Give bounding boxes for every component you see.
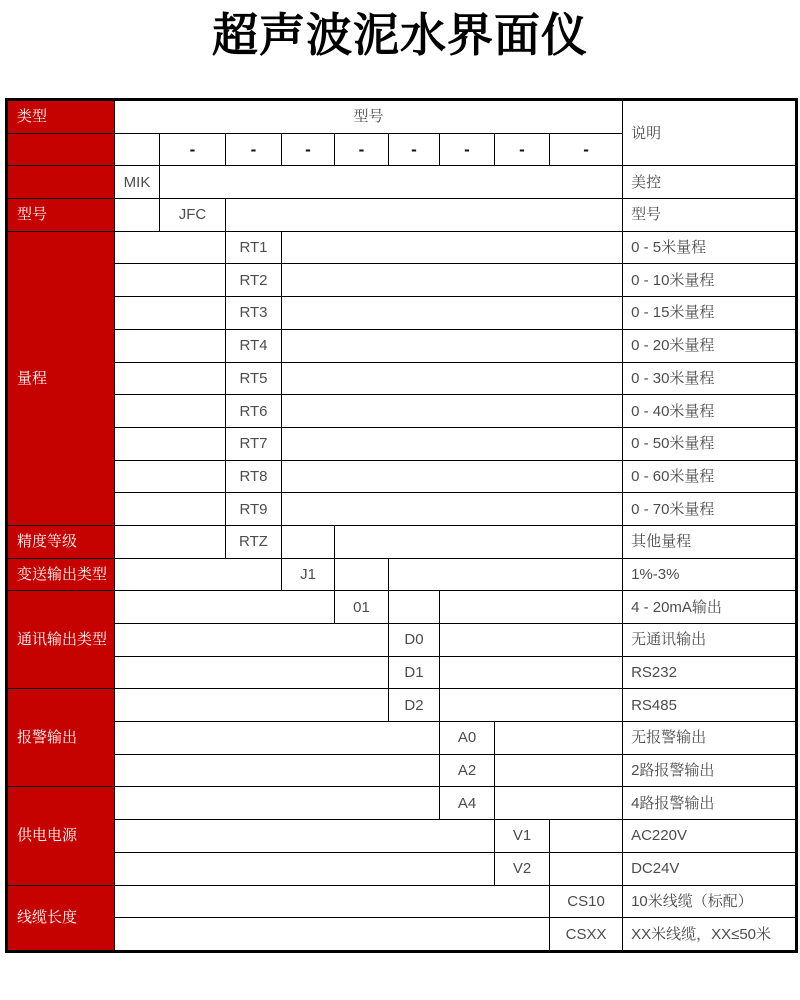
table-row [7, 264, 797, 297]
desc-cell: RS232 [623, 656, 797, 689]
code-cell-a2: A2 [440, 754, 495, 787]
empty-cell [115, 591, 335, 624]
empty-cell [282, 427, 623, 460]
empty-cell [335, 525, 623, 558]
empty-cell [115, 918, 550, 952]
empty-cell [115, 525, 226, 558]
desc-cell: 0 - 70米量程 [623, 493, 797, 526]
dash-separator: - [440, 133, 495, 166]
desc-cell: 无通讯输出 [623, 624, 797, 657]
desc-cell: 美控 [623, 166, 797, 199]
desc-cell: 0 - 60米量程 [623, 460, 797, 493]
table-row [7, 100, 797, 134]
empty-cell [115, 231, 226, 264]
table-row [7, 624, 797, 657]
dash-separator: - [550, 133, 623, 166]
model-selection-table [5, 98, 798, 953]
empty-cell [440, 591, 623, 624]
table-row [7, 558, 797, 591]
empty-cell [115, 885, 550, 918]
empty-cell [282, 395, 623, 428]
empty-cell [160, 166, 623, 199]
side-label-spacer [7, 166, 115, 199]
desc-cell: 10米线缆（标配） [623, 885, 797, 918]
empty-cell [115, 199, 160, 232]
desc-cell: 无报警输出 [623, 722, 797, 755]
empty-cell [440, 656, 623, 689]
dash-separator: - [495, 133, 550, 166]
desc-cell: RS485 [623, 689, 797, 722]
table-row [7, 754, 797, 787]
dash-separator: - [335, 133, 389, 166]
empty-cell [115, 558, 282, 591]
side-label-range: 量程 [7, 231, 115, 525]
side-label-model: 型号 [7, 199, 115, 232]
code-cell-rt3: RT3 [226, 297, 282, 330]
code-cell-a0: A0 [440, 722, 495, 755]
side-label-power-supply: 供电电源 [7, 787, 115, 885]
code-cell-d2: D2 [389, 689, 440, 722]
code-cell-rt4: RT4 [226, 329, 282, 362]
empty-cell [495, 722, 623, 755]
empty-cell [115, 820, 495, 853]
desc-cell: 0 - 5米量程 [623, 231, 797, 264]
empty-cell [115, 656, 389, 689]
code-cell-rt7: RT7 [226, 427, 282, 460]
desc-cell: 0 - 30米量程 [623, 362, 797, 395]
dash-separator: - [160, 133, 226, 166]
code-cell-v1: V1 [495, 820, 550, 853]
code-cell-csxx: CSXX [550, 918, 623, 952]
empty-cell [115, 787, 440, 820]
empty-cell [282, 231, 623, 264]
desc-cell: 0 - 50米量程 [623, 427, 797, 460]
side-label-type: 类型 [7, 100, 115, 134]
table-row [7, 395, 797, 428]
code-cell-rt5: RT5 [226, 362, 282, 395]
code-cell-v2: V2 [495, 852, 550, 885]
table-row [7, 199, 797, 232]
empty-cell [282, 460, 623, 493]
empty-cell [440, 624, 623, 657]
table-row [7, 329, 797, 362]
code-cell-d1: D1 [389, 656, 440, 689]
description-header: 说明 [623, 100, 797, 166]
empty-cell [495, 787, 623, 820]
table-row [7, 885, 797, 918]
desc-cell: 0 - 15米量程 [623, 297, 797, 330]
page-title: 超声波泥水界面仪 [212, 9, 588, 61]
empty-cell [115, 133, 160, 166]
table-row [7, 918, 797, 952]
empty-cell [440, 689, 623, 722]
desc-cell: AC220V [623, 820, 797, 853]
empty-cell [495, 754, 623, 787]
empty-cell [335, 558, 389, 591]
code-cell-rt6: RT6 [226, 395, 282, 428]
empty-cell [115, 460, 226, 493]
empty-cell [282, 264, 623, 297]
desc-cell: 1%-3% [623, 558, 797, 591]
code-cell-rt2: RT2 [226, 264, 282, 297]
empty-cell [115, 754, 440, 787]
empty-cell [226, 199, 623, 232]
empty-cell [115, 722, 440, 755]
code-cell-mik: MIK [115, 166, 160, 199]
table-row [7, 787, 797, 820]
empty-cell [115, 395, 226, 428]
table-row [7, 231, 797, 264]
desc-cell: 4路报警输出 [623, 787, 797, 820]
side-label-comm-output-type: 通讯输出类型 [7, 591, 115, 689]
empty-cell [550, 852, 623, 885]
empty-cell [282, 297, 623, 330]
empty-cell [282, 362, 623, 395]
empty-cell [115, 852, 495, 885]
table-row [7, 656, 797, 689]
code-cell-a4: A4 [440, 787, 495, 820]
code-cell-rtz: RTZ [226, 525, 282, 558]
code-cell-rt9: RT9 [226, 493, 282, 526]
table-row [7, 460, 797, 493]
table-row [7, 166, 797, 199]
empty-cell [115, 264, 226, 297]
desc-cell: 型号 [623, 199, 797, 232]
empty-cell [389, 558, 623, 591]
side-label-cable-length: 线缆长度 [7, 885, 115, 951]
code-cell-rt8: RT8 [226, 460, 282, 493]
table-row [7, 427, 797, 460]
table-row [7, 689, 797, 722]
desc-cell: 0 - 40米量程 [623, 395, 797, 428]
model-header: 型号 [115, 100, 623, 134]
table-row [7, 362, 797, 395]
desc-cell: 0 - 10米量程 [623, 264, 797, 297]
empty-cell [282, 329, 623, 362]
empty-cell [282, 493, 623, 526]
empty-cell [389, 591, 440, 624]
table-row [7, 852, 797, 885]
empty-cell [115, 624, 389, 657]
table-row [7, 820, 797, 853]
code-cell-01: 01 [335, 591, 389, 624]
code-cell-cs10: CS10 [550, 885, 623, 918]
side-label-accuracy-class: 精度等级 [7, 525, 115, 558]
empty-cell [282, 525, 335, 558]
desc-cell: 其他量程 [623, 525, 797, 558]
desc-cell: XX米线缆，XX≤50米 [623, 918, 797, 952]
empty-cell [115, 427, 226, 460]
side-label-spacer [7, 133, 115, 166]
desc-cell: DC24V [623, 852, 797, 885]
table-row [7, 591, 797, 624]
code-cell-j1: J1 [282, 558, 335, 591]
empty-cell [115, 493, 226, 526]
empty-cell [550, 820, 623, 853]
table-row [7, 297, 797, 330]
desc-cell: 2路报警输出 [623, 754, 797, 787]
dash-separator: - [389, 133, 440, 166]
desc-cell: 0 - 20米量程 [623, 329, 797, 362]
dash-separator: - [282, 133, 335, 166]
side-label-alarm-output: 报警输出 [7, 689, 115, 787]
empty-cell [115, 362, 226, 395]
table-row [7, 722, 797, 755]
empty-cell [115, 329, 226, 362]
table-row [7, 493, 797, 526]
code-cell-jfc: JFC [160, 199, 226, 232]
empty-cell [115, 689, 389, 722]
desc-cell: 4 - 20mA输出 [623, 591, 797, 624]
dash-separator: - [226, 133, 282, 166]
code-cell-d0: D0 [389, 624, 440, 657]
side-label-transmitter-output-type: 变送输出类型 [7, 558, 115, 591]
table-row [7, 525, 797, 558]
empty-cell [115, 297, 226, 330]
code-cell-rt1: RT1 [226, 231, 282, 264]
